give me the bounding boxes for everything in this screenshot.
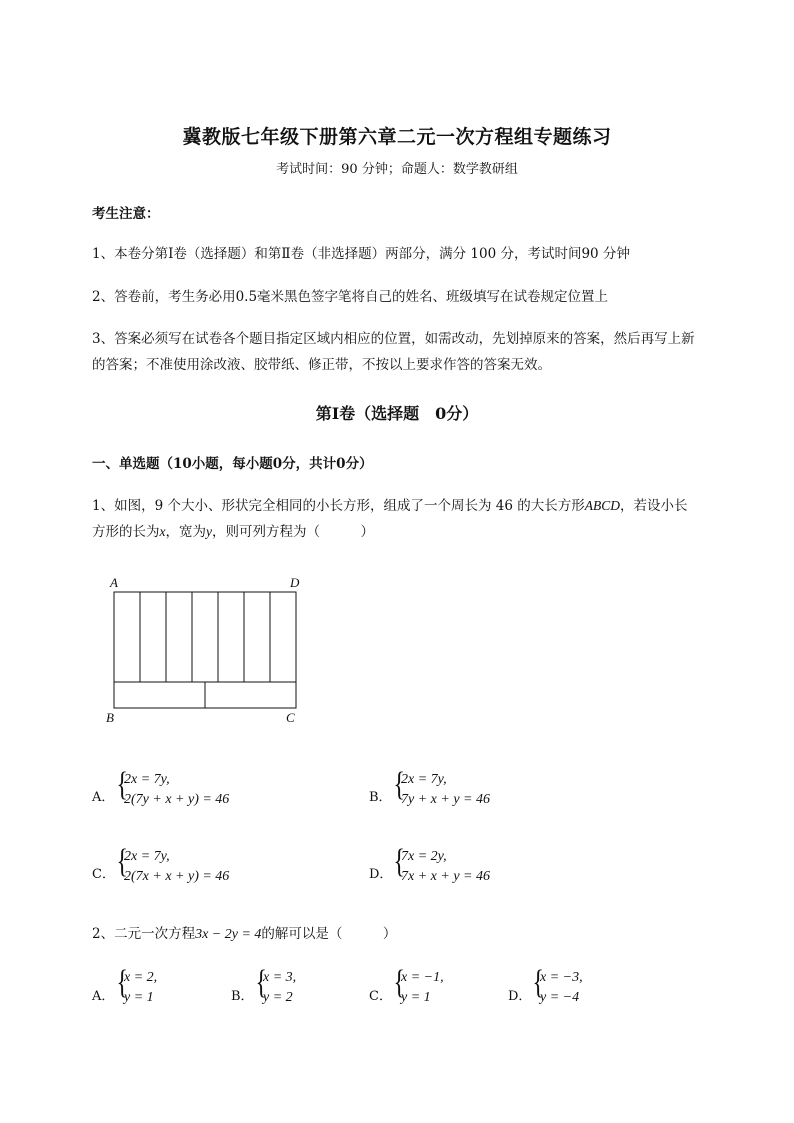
- brace-icon: {: [393, 843, 405, 880]
- q1-d-eq1: 7x = 2y,: [401, 849, 447, 864]
- q2-option-d-system[interactable]: [530, 964, 630, 1010]
- q2-text: 2、二元一次方程: [92, 926, 196, 942]
- q2-option-b-label[interactable]: B．: [231, 989, 254, 1004]
- vertex-d-label: D: [290, 575, 300, 590]
- q2-option-a-label[interactable]: A．: [92, 989, 115, 1004]
- q2-c-eq1: x = −1,: [401, 970, 444, 985]
- vertex-c-label: C: [286, 710, 295, 725]
- notice-heading: 考生注意：: [92, 206, 160, 222]
- q2-c-eq2: y = 1: [401, 990, 431, 1005]
- q1-option-d-system[interactable]: [391, 843, 571, 889]
- q1-stem-line2: [92, 520, 374, 540]
- brace-icon: {: [532, 964, 544, 1001]
- brace-icon: {: [255, 964, 267, 1001]
- q1-option-b-label[interactable]: B．: [369, 790, 392, 805]
- q2-option-b-system[interactable]: [253, 964, 353, 1010]
- q1-stem-line1: [92, 494, 687, 514]
- q2-option-c-label[interactable]: C．: [369, 989, 392, 1004]
- q2-stem: [92, 922, 396, 943]
- page-title: 冀教版七年级下册第六章二元一次方程组专题练习: [182, 126, 612, 148]
- q1-b-eq2: 7y + x + y = 46: [401, 792, 490, 807]
- q1-text-2a: 方形的长为: [92, 524, 160, 540]
- q2-a-eq2: y = 1: [124, 990, 154, 1005]
- brace-icon: {: [116, 964, 128, 1001]
- q1-var-y: y: [206, 524, 212, 539]
- rectangle-figure: [100, 570, 310, 730]
- q1-text-2c: ，则可列方程为（ ）: [212, 524, 374, 540]
- q1-b-eq1: 2x = 7y,: [401, 772, 447, 787]
- section-title: 第Ⅰ卷（选择题 0分）: [315, 404, 479, 423]
- q1-option-c-label[interactable]: C．: [92, 867, 115, 882]
- q2-a-eq1: x = 2,: [124, 970, 158, 985]
- notice-item-2: 2、答卷前，考生务必用0.5毫米黑色签字笔将自己的姓名、班级填写在试卷规定位置上: [92, 289, 609, 305]
- q1-a-eq2: 2(7y + x + y) = 46: [124, 792, 230, 807]
- vertex-b-label: B: [106, 710, 114, 725]
- q1-option-a-system[interactable]: [114, 766, 294, 812]
- q2-d-eq2: y = −4: [540, 990, 580, 1005]
- q1-d-eq2: 7x + x + y = 46: [401, 869, 490, 884]
- q2-b-eq2: y = 2: [263, 990, 293, 1005]
- q2-option-d-label[interactable]: D．: [508, 989, 532, 1004]
- q1-c-eq1: 2x = 7y,: [124, 849, 170, 864]
- q1-var-x: x: [159, 524, 166, 539]
- q2-equation: 3x − 2y = 4: [195, 927, 262, 942]
- exam-info: 考试时间：90 分钟；命题人：数学教研组: [276, 162, 518, 177]
- q1-text: 1、如图，9 个大小、形状完全相同的小长方形，组成了一个周长为 46 的大长方形: [92, 498, 585, 514]
- notice-item-1: 1、本卷分第Ⅰ卷（选择题）和第Ⅱ卷（非选择题）两部分，满分 100 分，考试时间90 分钟: [92, 246, 630, 262]
- q1-a-eq1: 2x = 7y,: [124, 772, 170, 787]
- part-heading: 一、单选题（10小题，每小题0分，共计0分）: [92, 456, 373, 472]
- notice-item-3: 3、答案必须写在试卷各个题目指定区域内相应的位置，如需改动，先划掉原来的答案，然后再写上新: [92, 331, 695, 347]
- brace-icon: {: [116, 843, 128, 880]
- brace-icon: {: [116, 766, 128, 803]
- q2-option-c-system[interactable]: [391, 964, 491, 1010]
- q1-option-a-label[interactable]: A．: [92, 790, 115, 805]
- q1-option-c-system[interactable]: [114, 843, 294, 889]
- brace-icon: {: [393, 964, 405, 1001]
- q1-c-eq2: 2(7x + x + y) = 46: [124, 869, 230, 884]
- q2-option-a-system[interactable]: [114, 964, 214, 1010]
- q1-rect-name: ABCD: [584, 498, 620, 513]
- brace-icon: {: [393, 766, 405, 803]
- q1-text-2b: ，宽为: [165, 524, 206, 540]
- q1-option-b-system[interactable]: [391, 766, 571, 812]
- notice-item-3-cont: 的答案；不准使用涂改液、胶带纸、修正带，不按以上要求作答的答案无效。: [92, 357, 551, 373]
- q1-text-end: ，若设小长: [619, 498, 688, 514]
- q2-d-eq1: x = −3,: [540, 970, 583, 985]
- vertex-a-label: A: [110, 575, 118, 590]
- q1-option-d-label[interactable]: D．: [369, 867, 393, 882]
- q2-text-end: 的解可以是（ ）: [261, 926, 397, 942]
- q2-b-eq1: x = 3,: [263, 970, 297, 985]
